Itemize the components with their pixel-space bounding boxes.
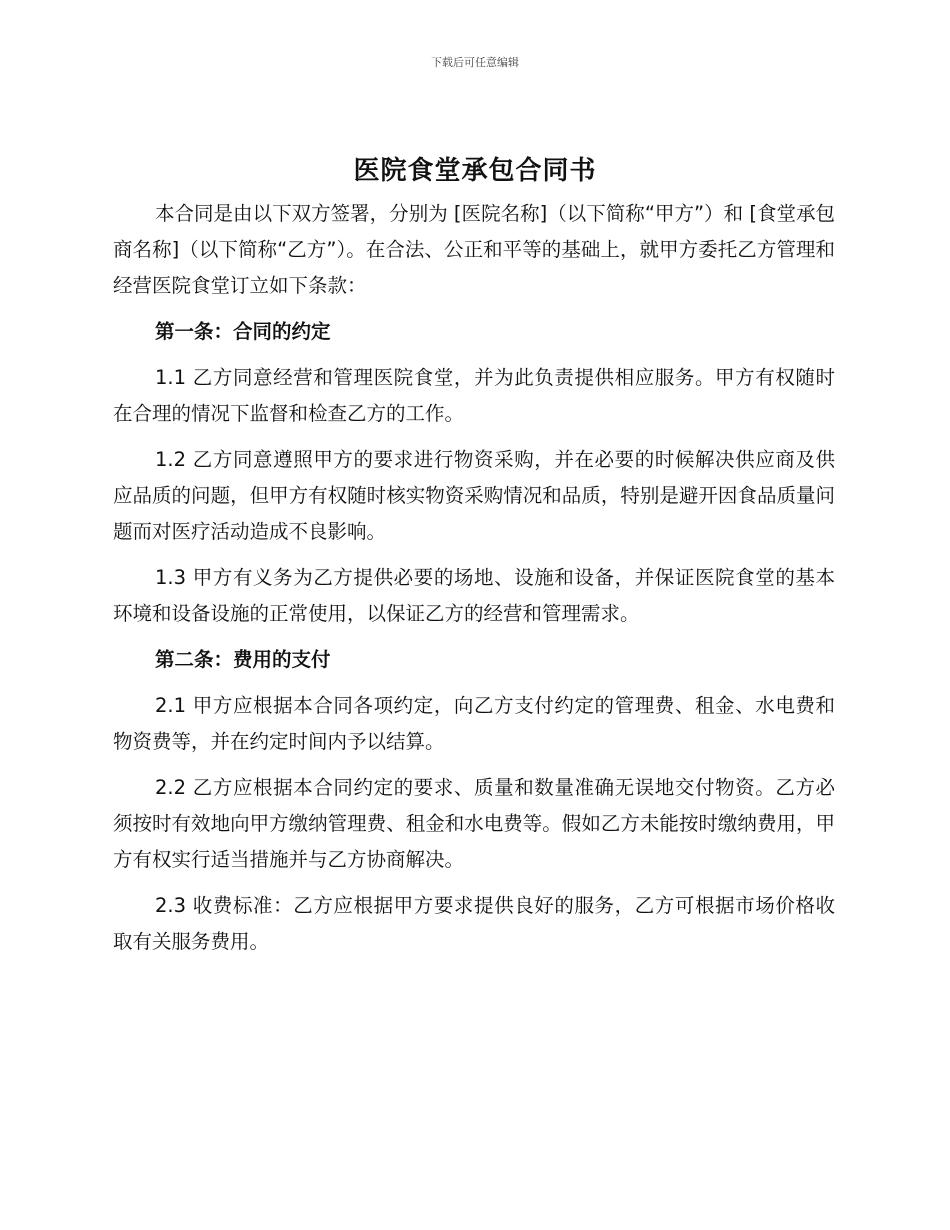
- clause-2-2: 2.2 乙方应根据本合同约定的要求、质量和数量准确无误地交付物资。乙方必须按时有效地向甲方缴纳管理费、租金和水电费等。假如乙方未能按时缴纳费用，甲方有权实行适当措施并与乙方协商解决。: [113, 776, 835, 871]
- clause-2-1: 2.1 甲方应根据本合同各项约定，向乙方支付约定的管理费、租金、水电费和物资费等，并在约定时间内予以结算。: [113, 694, 835, 753]
- intro-paragraph: 本合同是由以下双方签署，分别为 [医院名称]（以下简称“甲方”）和 [食堂承包商名称]（以下简称“乙方”）。在合法、公正和平等的基础上，就甲方委托乙方管理和经营医院食堂订立如下条款：: [113, 202, 835, 297]
- clause-1-2: 1.2 乙方同意遵照甲方的要求进行物资采购，并在必要的时候解决供应商及供应品质的问题，但甲方有权随时核实物资采购情况和品质，特别是避开因食品质量问题而对医疗活动造成不良影响。: [113, 448, 835, 543]
- clause-2-3: 2.3 收费标准：乙方应根据甲方要求提供良好的服务，乙方可根据市场价格收取有关服务费用。: [113, 894, 835, 953]
- article-1-heading: 第一条：合同的约定: [155, 320, 331, 343]
- article-2-heading: 第二条：费用的支付: [155, 648, 331, 671]
- header-note: 下载后可任意编辑: [431, 56, 519, 69]
- document-title: 医院食堂承包合同书: [353, 156, 597, 186]
- clause-1-1: 1.1 乙方同意经营和管理医院食堂，并为此负责提供相应服务。甲方有权随时在合理的情况下监督和检查乙方的工作。: [113, 366, 835, 425]
- clause-1-3: 1.3 甲方有义务为乙方提供必要的场地、设施和设备，并保证医院食堂的基本环境和设备设施的正常使用，以保证乙方的经营和管理需求。: [113, 566, 835, 625]
- document-body: [113, 196, 835, 970]
